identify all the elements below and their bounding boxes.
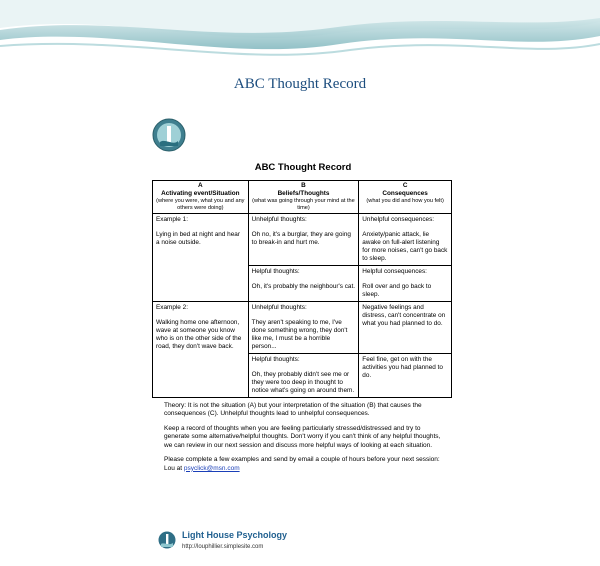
column-b-header: B Beliefs/Thoughts (what was going through your mind at the time) <box>248 181 359 214</box>
example-1-unhelpful-thoughts: Unhelpful thoughts: Oh no, it's a burglar, they are going to break-in and hurt me. <box>248 213 359 265</box>
advice-paragraph: Keep a record of thoughts when you are feeling particularly stressed/distressed and try to generate some alternative/helpful thoughts. Don't worry if you can't think of any helpful thoughts, we can review in our next session and discuss more helpful ways of looking at each situation. <box>164 424 441 449</box>
example-1-situation: Example 1: Lying in bed at night and hear a noise outside. <box>153 213 249 301</box>
footer-brand <box>158 527 328 557</box>
example-1-unhelpful-consequences: Unhelpful consequences: Anxiety/panic attack, lie awake on full-alert listening for more noises, can't go back to sleep. <box>359 213 452 265</box>
header-wave-decoration <box>0 0 600 70</box>
page-title: ABC Thought Record <box>233 76 367 92</box>
notes-section <box>164 402 446 479</box>
example-2-helpful-thoughts: Helpful thoughts: Oh, they probably didn't see me or they were too deep in thought to notice what's going on around them. <box>248 353 359 397</box>
example-2-helpful-consequences: Feel fine, get on with the activities you had planned to do. <box>359 353 452 397</box>
example-1-helpful-thoughts: Helpful thoughts: Oh, it's probably the neighbour's cat. <box>248 265 359 301</box>
lighthouse-logo-icon <box>152 118 186 152</box>
example-2-situation: Example 2: Walking home one afternoon, wave at someone you know who is on the other side of the road, they don't wave back. <box>153 301 249 397</box>
lighthouse-brand-icon <box>158 531 176 549</box>
column-a-header: A Activating event/Situation (where you were, what you and any others were doing) <box>153 181 249 214</box>
theory-paragraph: Theory: It is not the situation (A) but your interpretation of the situation (B) that causes the consequences (C). Unhelpful thoughts lead to unhelpful consequences. <box>164 402 422 418</box>
brand-url[interactable]: http://louphillier.simplesite.com <box>182 544 264 550</box>
example-2-unhelpful-thoughts: Unhelpful thoughts: They aren't speaking to me, I've done something wrong, they don't like me, I must be a horrible person... <box>248 301 359 353</box>
thought-record-document <box>142 112 464 562</box>
abc-record-table <box>152 180 452 398</box>
example-2-unhelpful-consequences: Negative feelings and distress, can't concentrate on what you had planned to do. <box>359 301 452 353</box>
email-link[interactable]: psyclick@msn.com <box>183 464 240 472</box>
column-c-header: C Consequences (what you did and how you felt) <box>359 181 452 214</box>
document-heading: ABC Thought Record <box>254 162 352 173</box>
brand-name: Light House Psychology <box>182 530 288 540</box>
example-1-helpful-consequences: Helpful consequences: Roll over and go back to sleep. <box>359 265 452 301</box>
request-paragraph: Please complete a few examples and send by email a couple of hours before your next session: Lou at psyclick@msn.com <box>164 456 440 472</box>
